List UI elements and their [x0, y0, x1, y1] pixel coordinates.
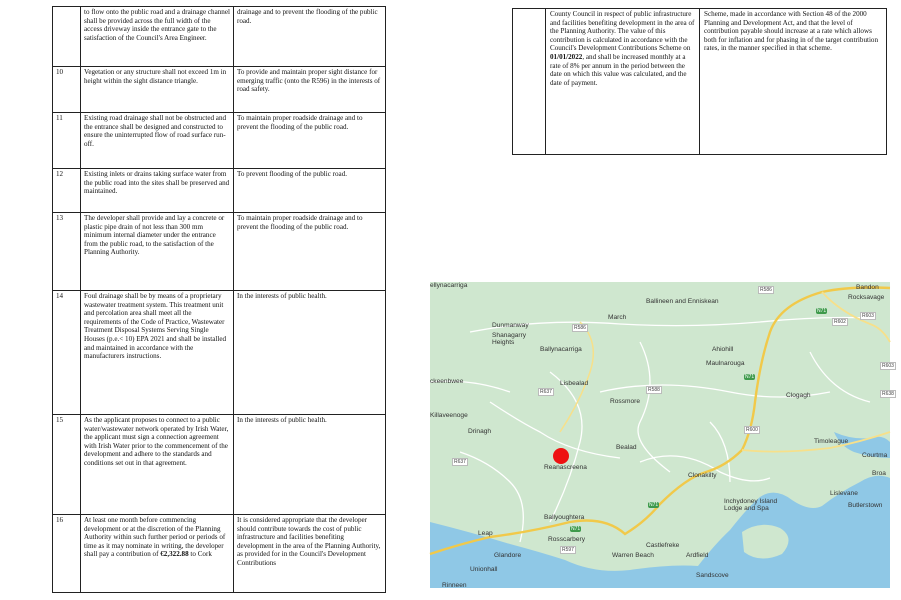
road-shield: R602 — [834, 319, 846, 325]
condition-reason: In the interests of public health. — [234, 415, 386, 515]
contribution-middle-pre: County Council in respect of public infrastructure and facilities benefiting development in the area of the Planning Authority. The value of this contribution is calculated in accordance with the Council's Development Contributions Scheme on — [550, 10, 695, 53]
place-label: Ahiohill — [712, 346, 734, 353]
blank-cell — [513, 9, 546, 155]
road-shield-national: N71 — [571, 526, 581, 532]
condition-reason: To provide and maintain proper sight distance for emerging traffic (onto the R596) in the interests of road safety. — [234, 67, 386, 113]
table-row — [53, 415, 386, 515]
place-label: March — [608, 314, 627, 321]
place-label: Sandscove — [696, 572, 729, 579]
place-label: Ballyoughtera — [544, 514, 585, 521]
condition-number: 10 — [53, 67, 81, 113]
contribution-continuation-table — [512, 8, 887, 155]
place-label: Inchydoney Island Lodge and Spa — [724, 498, 778, 512]
place-label: Rinneen — [442, 582, 467, 589]
condition-reason: To maintain proper roadside drainage and to prevent the flooding of the public road. — [234, 213, 386, 291]
place-label: Killaveenoge — [430, 412, 468, 419]
table-row — [53, 113, 386, 169]
place-label: ckeenbwee — [430, 378, 464, 385]
road-shield: R603 — [882, 363, 894, 369]
place-label: Maulnarouga — [706, 360, 745, 367]
place-label: Warren Beach — [612, 552, 654, 559]
road-shield-national: N71 — [649, 502, 659, 508]
place-label: Rocksavage — [848, 294, 885, 301]
road-shield: R637 — [540, 389, 552, 395]
contribution-middle-post: , and shall be increased monthly at a rate of 8% per annum in the period between the date on which this value was calculated, and the date of payment. — [550, 52, 687, 87]
place-label: Ballineen and Enniskean — [646, 298, 719, 305]
condition-text-body: At least one month before commencing development or at the discretion of the Planning Authority within such further period or periods of time as it may nominate in writing, the developer shall pay a contribution of — [84, 516, 226, 559]
condition-reason: To maintain proper roadside drainage and to prevent the flooding of the public road. — [234, 113, 386, 169]
condition-number: 16 — [53, 515, 81, 593]
condition-number: 12 — [53, 169, 81, 213]
conditions-table — [52, 6, 386, 593]
condition-text: As the applicant proposes to connect to a public water/wastewater network operated by Irish Water, the applicant must sign a connection agreement with Irish Water prior to the commencement of the development and adhere to the standards and conditions set out in that agreement. — [81, 415, 234, 515]
place-label: Butlerstown — [848, 502, 883, 509]
place-label: Reanascreena — [544, 464, 587, 471]
place-label: Clonakilty — [688, 472, 717, 479]
road-shield: R586 — [574, 325, 586, 331]
table-row — [53, 291, 386, 415]
calculation-date: 01/01/2022 — [550, 52, 583, 61]
condition-reason: To prevent flooding of the public road. — [234, 169, 386, 213]
table-row — [53, 515, 386, 593]
place-label: Rosscarbery — [548, 536, 586, 543]
road-shield: R637 — [454, 459, 466, 465]
condition-number: 13 — [53, 213, 81, 291]
place-label: Glandore — [494, 552, 522, 559]
condition-text: Vegetation or any structure shall not exceed 1m in height within the sight distance triangle. — [81, 67, 234, 113]
contribution-middle-text — [546, 9, 700, 155]
condition-reason: In the interests of public health. — [234, 291, 386, 415]
road-shield: R600 — [746, 427, 758, 433]
place-label: Leap — [478, 530, 493, 537]
place-label: Bealad — [616, 444, 637, 451]
place-label: Unionhall — [470, 566, 498, 573]
table-row — [513, 9, 887, 155]
table-row — [53, 67, 386, 113]
condition-text: The developer shall provide and lay a concrete or plastic pipe drain of not less than 300 mm minimum internal diameter under the entrance from the public road, to the satisfaction of the Planning Authority. — [81, 213, 234, 291]
place-label: Bandon — [856, 284, 879, 291]
map-island — [742, 525, 789, 559]
place-label: Shanagarry Heights — [492, 332, 527, 346]
condition-text: Foul drainage shall be by means of a proprietary wastewater treatment system. This treatment unit and percolation area shall meet all the requirements of the Code of Practice, Wastewater Treatment Disposal Systems Serving Single Houses (p.e.< 10) EPA 2021 and shall be installed and maintained in accordance with the manufacturers instructions. — [81, 291, 234, 415]
table-row — [53, 7, 386, 67]
condition-number: 14 — [53, 291, 81, 415]
condition-number: 15 — [53, 415, 81, 515]
place-label: Castlefreke — [646, 542, 680, 549]
location-map — [430, 282, 894, 589]
site-location-marker — [553, 448, 569, 464]
place-label: Courtma — [862, 452, 888, 459]
road-shield: R638 — [882, 391, 894, 397]
condition-text — [81, 515, 234, 593]
table-row — [53, 169, 386, 213]
place-label: Lisbealad — [560, 380, 589, 387]
condition-text: Existing inlets or drains taking surface water from the public road into the sites shall be preserved and maintained. — [81, 169, 234, 213]
condition-text: to flow onto the public road and a drainage channel shall be provided across the full width of the access driveway inside the entrance gate to the satisfaction of the Council's Area Engineer. — [81, 7, 234, 67]
condition-number — [53, 7, 81, 67]
contribution-right-text: Scheme, made in accordance with Section 48 of the 2000 Planning and Development Act, and that the level of contribution payable should increase at a rate which allows both for inflation and for phasing in of the target contribution rates, in the manner specified in that scheme. — [700, 9, 887, 155]
road-shield-national: N71 — [817, 308, 827, 314]
condition-text: Existing road drainage shall not be obstructed and the entrance shall be designed and constructed to ensure the uninterrupted flow of road surface run-off. — [81, 113, 234, 169]
condition-text-tail: to Cork — [188, 550, 212, 559]
place-label: Clogagh — [786, 392, 811, 399]
place-label: Lislevane — [830, 490, 858, 497]
contribution-amount: €2,322.88 — [160, 550, 189, 559]
place-label: Ardfield — [686, 552, 709, 559]
place-label: Drinagh — [468, 428, 492, 435]
place-label: Timoleague — [814, 438, 849, 445]
road-shield: R597 — [562, 547, 574, 553]
road-shield: R603 — [862, 313, 874, 319]
condition-number: 11 — [53, 113, 81, 169]
table-row — [53, 213, 386, 291]
road-shield: R588 — [648, 387, 660, 393]
condition-reason: It is considered appropriate that the developer should contribute towards the cost of public infrastructure and facilities benefiting development in the area of the Planning Authority, as provided for in the Council's Development Contributions — [234, 515, 386, 593]
road-shield: R586 — [760, 287, 772, 293]
condition-reason: drainage and to prevent the flooding of the public road. — [234, 7, 386, 67]
road-shield-national: N71 — [745, 374, 755, 380]
place-label: Rossmore — [610, 398, 641, 405]
place-label: Dunmanway — [492, 322, 529, 329]
place-label: Ballynacarriga — [540, 346, 582, 353]
place-label: ellynacarriga — [430, 282, 468, 289]
place-label: Broa — [872, 470, 886, 477]
